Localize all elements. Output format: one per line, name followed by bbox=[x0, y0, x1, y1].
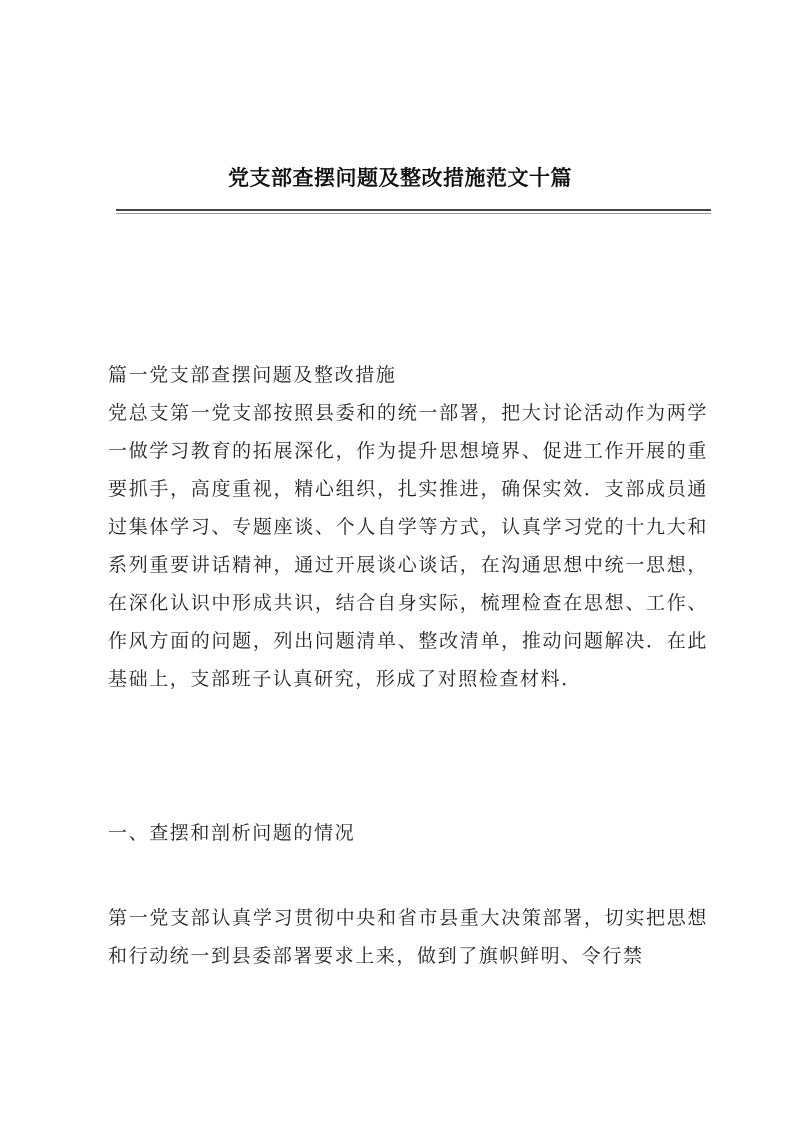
paragraph-body: 第一党支部认真学习贯彻中央和省市县重大决策部署，切实把思想和行动统一到县委部署要求上来，做到了旗帜鲜明、令行禁 bbox=[108, 907, 708, 967]
title-divider-thick bbox=[116, 209, 711, 211]
subsection-heading: 一、查摆和剖析问题的情况 bbox=[108, 822, 356, 844]
paragraph-intro: 党总支第一党支部按照县委和的统一部署，把大讨论活动作为两学一做学习教育的拓展深化，作为提升思想境界、促进工作开展的重要抓手，高度重视，精心组织，扎实推进，确保实效．支部成员通过集体学习、专题座谈、个人自学等方式，认真学习党的十九大和系列重要讲话精神，通过开展谈心谈话，在沟通思想中统一思想，在深化认识中形成共识，结合自身实际，梳理检查在思想、工作、作风方面的问题，列出问题清单、整改清单，推动问题解决．在此基础上，支部班子认真研究，形成了对照检查材料． bbox=[108, 402, 708, 690]
title-divider-thin bbox=[116, 213, 711, 214]
document-title: 党支部查摆问题及整改措施范文十篇 bbox=[228, 165, 572, 190]
section-heading: 篇一党支部查摆问题及整改措施 bbox=[108, 364, 397, 386]
